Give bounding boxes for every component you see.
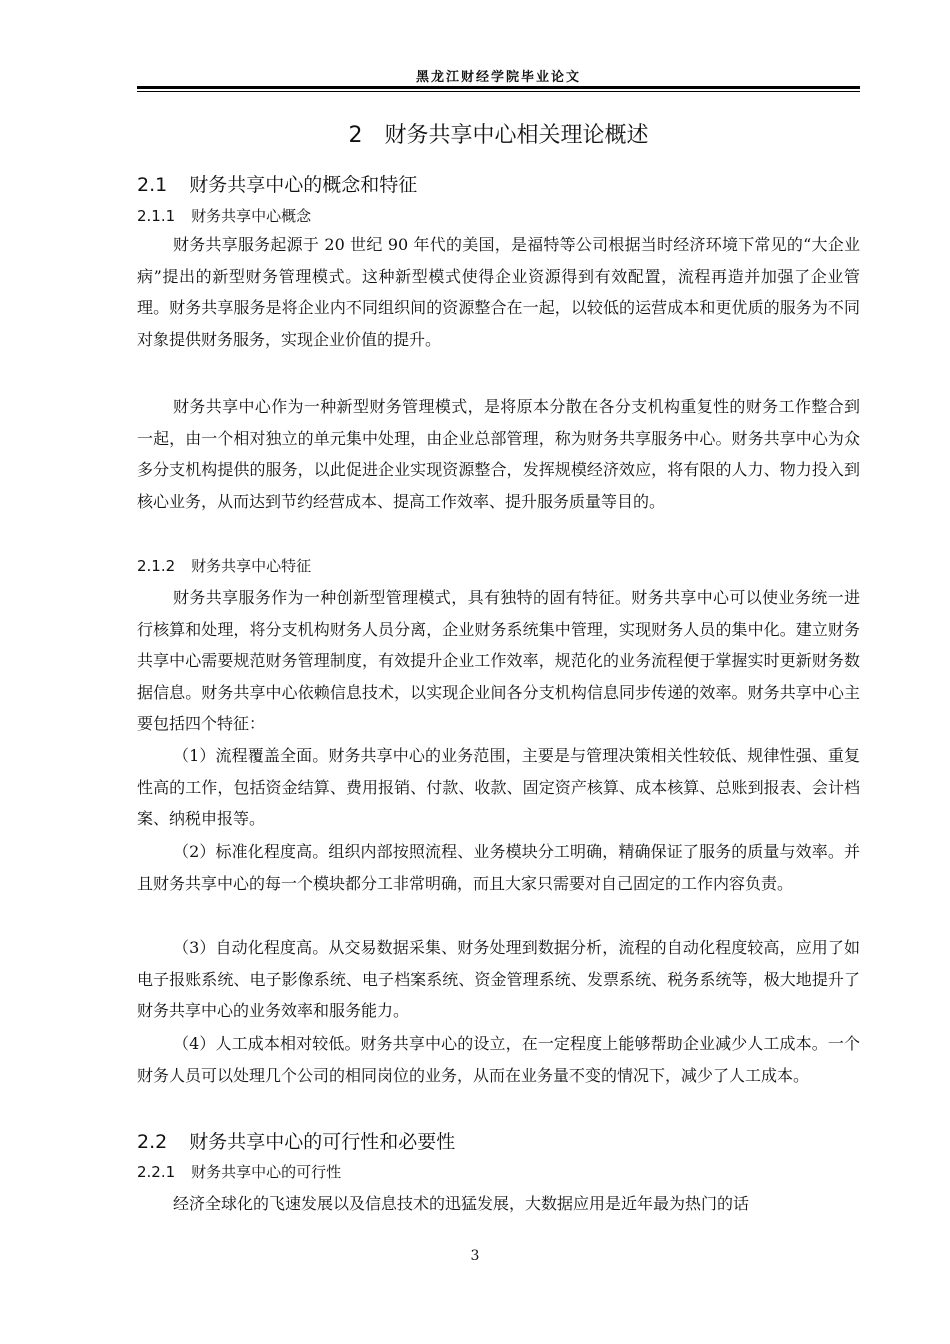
- running-header: 黑龙江财经学院毕业论文: [415, 70, 581, 85]
- section-number: 2.2: [137, 1131, 168, 1153]
- section-number: 2.1: [137, 174, 168, 196]
- header-rule-thick: [137, 86, 860, 89]
- section-heading-2-1: [137, 170, 860, 197]
- section-title: 财务共享中心的可行性和必要性: [189, 1131, 456, 1153]
- subsection-heading-2-2-1: [137, 1161, 860, 1182]
- subsection-heading-2-1-2: [137, 555, 860, 576]
- paragraph: 经济全球化的飞速发展以及信息技术的迅猛发展，大数据应用是近年最为热门的话: [173, 1194, 750, 1213]
- subsection-number: 2.2.1: [137, 1163, 176, 1181]
- subsection-heading-2-1-1: [137, 205, 860, 226]
- section-heading-2-2: [137, 1127, 860, 1154]
- page-number: 3: [470, 1248, 480, 1264]
- paragraph: 财务共享服务起源于 20 世纪 90 年代的美国，是福特等公司根据当时经济环境下常见的“大企业病”提出的新型财务管理模式。这种新型模式使得企业资源得到有效配置，流程再造并加强了企业管理。财务共享服务是将企业内不同组织间的资源整合在一起，以较低的运营成本和更优质的服务为不同对象提供财务服务，实现企业价值的提升。: [137, 235, 860, 349]
- list-item-feature-4: （4）人工成本相对较低。财务共享中心的设立，在一定程度上能够帮助企业减少人工成本。一个财务人员可以处理几个公司的相同岗位的业务，从而在业务量不变的情况下，减少了人工成本。: [137, 1034, 860, 1085]
- subsection-title: 财务共享中心概念: [191, 207, 312, 225]
- subsection-number: 2.1.1: [137, 207, 176, 225]
- paragraph: 财务共享服务作为一种创新型管理模式，具有独特的固有特征。财务共享中心可以使业务统一进行核算和处理，将分支机构财务人员分离，企业财务系统集中管理，实现财务人员的集中化。建立财务共享中心需要规范财务管理制度，有效提升企业工作效率，规范化的业务流程便于掌握实时更新财务数据信息。财务共享中心依赖信息技术，以实现企业间各分支机构信息同步传递的效率。财务共享中心主要包括四个特征：: [137, 588, 860, 734]
- paragraph: 财务共享中心作为一种新型财务管理模式，是将原本分散在各分支机构重复性的财务工作整合到一起，由一个相对独立的单元集中处理，由企业总部管理，称为财务共享服务中心。财务共享中心为众多分支机构提供的服务，以此促进企业实现资源整合，发挥规模经济效应，将有限的人力、物力投入到核心业务，从而达到节约经营成本、提高工作效率、提升服务质量等目的。: [137, 397, 860, 511]
- chapter-title: 财务共享中心相关理论概述: [384, 123, 649, 148]
- header-rule-thin: [137, 91, 860, 92]
- list-item-feature-1: （1）流程覆盖全面。财务共享中心的业务范围，主要是与管理决策相关性较低、规律性强、重复性高的工作，包括资金结算、费用报销、付款、收款、固定资产核算、成本核算、总账到报表、会计档案、纳税申报等。: [137, 746, 860, 829]
- chapter-heading: [137, 118, 860, 149]
- list-item-feature-3: （3）自动化程度高。从交易数据采集、财务处理到数据分析，流程的自动化程度较高，应用了如电子报账系统、电子影像系统、电子档案系统、资金管理系统、发票系统、税务系统等，极大地提升了财务共享中心的业务效率和服务能力。: [137, 938, 860, 1021]
- chapter-number: 2: [348, 123, 363, 148]
- subsection-title: 财务共享中心的可行性: [191, 1163, 342, 1181]
- section-title: 财务共享中心的概念和特征: [189, 174, 418, 196]
- list-item-feature-2: （2）标准化程度高。组织内部按照流程、业务模块分工明确，精确保证了服务的质量与效率。并且财务共享中心的每一个模块都分工非常明确，而且大家只需要对自己固定的工作内容负责。: [137, 842, 860, 893]
- subsection-number: 2.1.2: [137, 557, 176, 575]
- subsection-title: 财务共享中心特征: [191, 557, 312, 575]
